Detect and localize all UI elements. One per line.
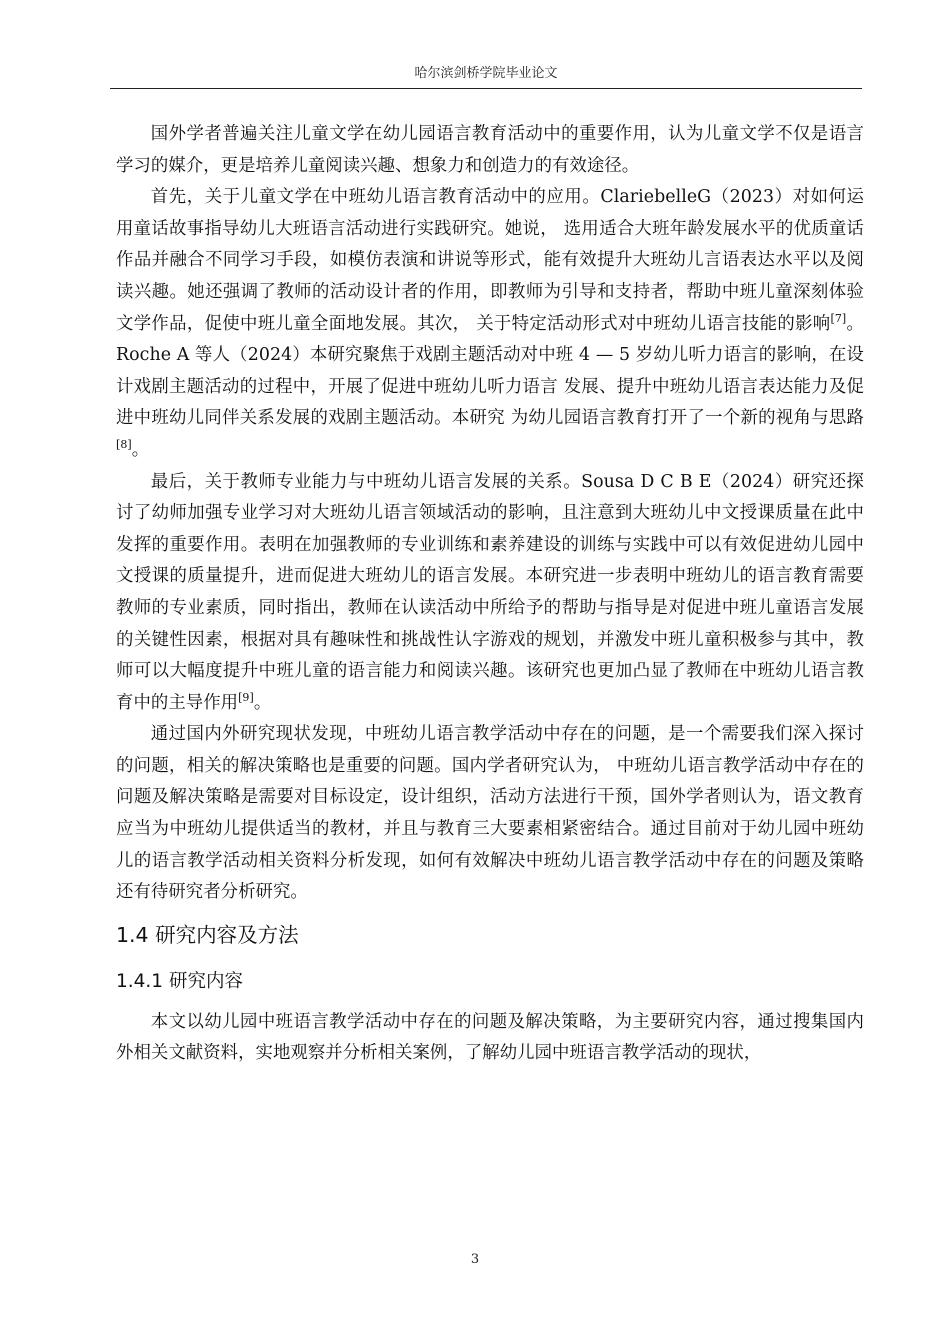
paragraph-children-literature [116,182,864,466]
citation-ref: [7] [830,311,847,325]
paragraph-research-summary: 通过国内外研究现状发现，中班幼儿语言教学活动中存在的问题，是一个需要我们深入探讨的问题，相关的解决策略也是重要的问题。国内学者研究认为， 中班幼儿语言教学活动中存在的问题及解决策略是需要对目标设定，设计组织，活动方法进行干预，国外学者则认为，语文教育应当为中班幼儿提供适当的教材，并且与教育三大要素相紧密结合。通过目前对于幼儿园中班幼儿的语言教学活动相关资料分析发现，如何有效解决中班幼儿语言教学活动中存在的问题及策略还有待研究者分析研究。 [116,724,864,903]
paragraph-text: 。 [253,692,272,713]
paragraph-research-content: 本文以幼儿园中班语言教学活动中存在的问题及解决策略，为主要研究内容，通过搜集国内外相关文献资料，实地观察并分析相关案例，了解幼儿园中班语言教学活动的现状， [116,1011,864,1064]
header-rule [110,88,862,89]
section-heading: 1.4 研究内容及方法 [116,922,299,947]
citation-ref: [9] [238,690,254,704]
subsection-heading: 1.4.1 研究内容 [116,970,243,992]
citation-ref: [8] [116,438,132,452]
page-header: 哈尔滨剑桥学院毕业论文 [414,66,558,81]
paragraph-text: 首先，关于儿童文学在中班幼儿语言教育活动中的应用。ClariebelleG（2023）对如何运用童话故事指导幼儿大班语言活动进行实践研究。她说， 选用适合大班年龄发展水平的优质童话作品并融合不同学习手段，如模仿表演和讲说等形式，能有效提升大班幼儿言语表达水平以及阅读兴趣。她还强调了教师的活动设计者的作用，即教师为引导和支持者，帮助中班儿童深刻体验文学作品，促使中班儿童全面地发展。其次， 关于特定活动形式对中班幼儿语言技能的影响 [116,187,864,334]
page-content [116,119,864,1070]
page-number: 3 [470,1252,480,1267]
paragraph-foreign-scholars: 国外学者普遍关注儿童文学在幼儿园语言教育活动中的重要作用，认为儿童文学不仅是语言学习的媒介，更是培养儿童阅读兴趣、想象力和创造力的有效途径。 [116,124,864,176]
paragraph-text: 最后，关于教师专业能力与中班幼儿语言发展的关系。Sousa D C B E（2024）研究还探讨了幼师加强专业学习对大班幼儿语言领域活动的影响，且注意到大班幼儿中文授课质量在此中发挥的重要作用。表明在加强教师的专业训练和素养建设的训练与实践中可以有效促进幼儿园中文授课的质量提升，进而促进大班幼儿的语言发展。本研究进一步表明中班幼儿的语言教育需要教师的专业素质，同时指出，教师在认读活动中所给予的帮助与指导是对促进中班儿童语言发展的关键性因素，根据对具有趣味性和挑战性认字游戏的规划，并激发中班儿童积极参与其中，教师可以大幅度提升中班儿童的语言能力和阅读兴趣。该研究也更加凸显了教师在中班幼儿语言教育中的主导作用 [116,471,864,713]
paragraph-text: 。 [131,439,150,460]
paragraph-text: 。Roche A 等人（2024）本研究聚焦于戏剧主题活动对中班 4 — 5 岁幼儿听力语言的影响，在设计戏剧主题活动的过程中，开展了促进中班幼儿听力语言 发展、提升中班幼儿语言表达能力及促进中班幼儿同伴关系发展的戏剧主题活动。本研究 为幼儿园语言教育打开了一个新的视角与思路 [116,313,864,429]
paragraph-teacher-ability [116,467,864,720]
